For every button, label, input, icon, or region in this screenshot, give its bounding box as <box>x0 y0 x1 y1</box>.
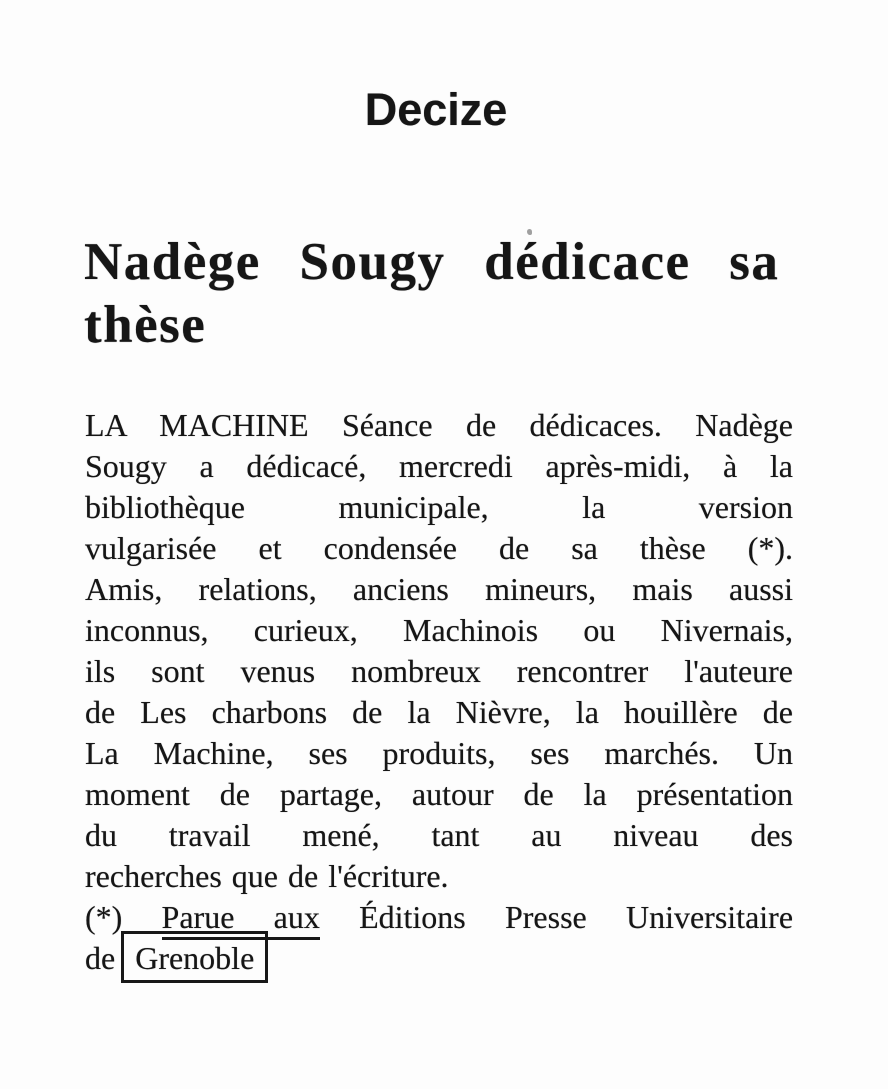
body-line: du travail mené, tant au niveau des <box>85 817 793 853</box>
body-line: Amis, relations, anciens mineurs, mais aussi <box>85 571 793 607</box>
headline-line-2: thèse <box>84 296 207 354</box>
body-line: ils sont venus nombreux rencontrer l'auteure <box>85 653 793 689</box>
footnote-prefix: de <box>85 940 116 976</box>
article-body <box>85 405 793 983</box>
body-line: moment de partage, autour de la présentation <box>85 776 793 812</box>
body-line: vulgarisée et condensée de sa thèse (*). <box>85 530 793 566</box>
body-line: inconnus, curieux, Machinois ou Nivernais, <box>85 612 793 648</box>
body-line: de Les charbons de la Nièvre, la houillère de <box>85 694 793 730</box>
body-line: Sougy a dédicacé, mercredi après-midi, à la <box>85 448 793 484</box>
headline-line-1: Nadège Sougy dédicace sa <box>84 233 780 291</box>
section-heading: Decize <box>364 84 508 135</box>
body-line: La Machine, ses produits, ses marchés. Un <box>85 735 793 771</box>
footnote-line-2 <box>85 931 793 983</box>
footnote-marker: (*) <box>85 899 123 935</box>
boxed-word: Grenoble <box>121 931 268 983</box>
body-line: recherches que de l'écriture. <box>85 858 449 894</box>
footnote-text: Éditions Presse Universitaire <box>359 899 794 935</box>
footnote-underlined-text: Parue aux <box>162 899 320 940</box>
body-line: bibliothèque municipale, la version <box>85 489 793 525</box>
article-headline <box>84 231 829 357</box>
body-line: LA MACHINE Séance de dédicaces. Nadège <box>85 407 793 443</box>
